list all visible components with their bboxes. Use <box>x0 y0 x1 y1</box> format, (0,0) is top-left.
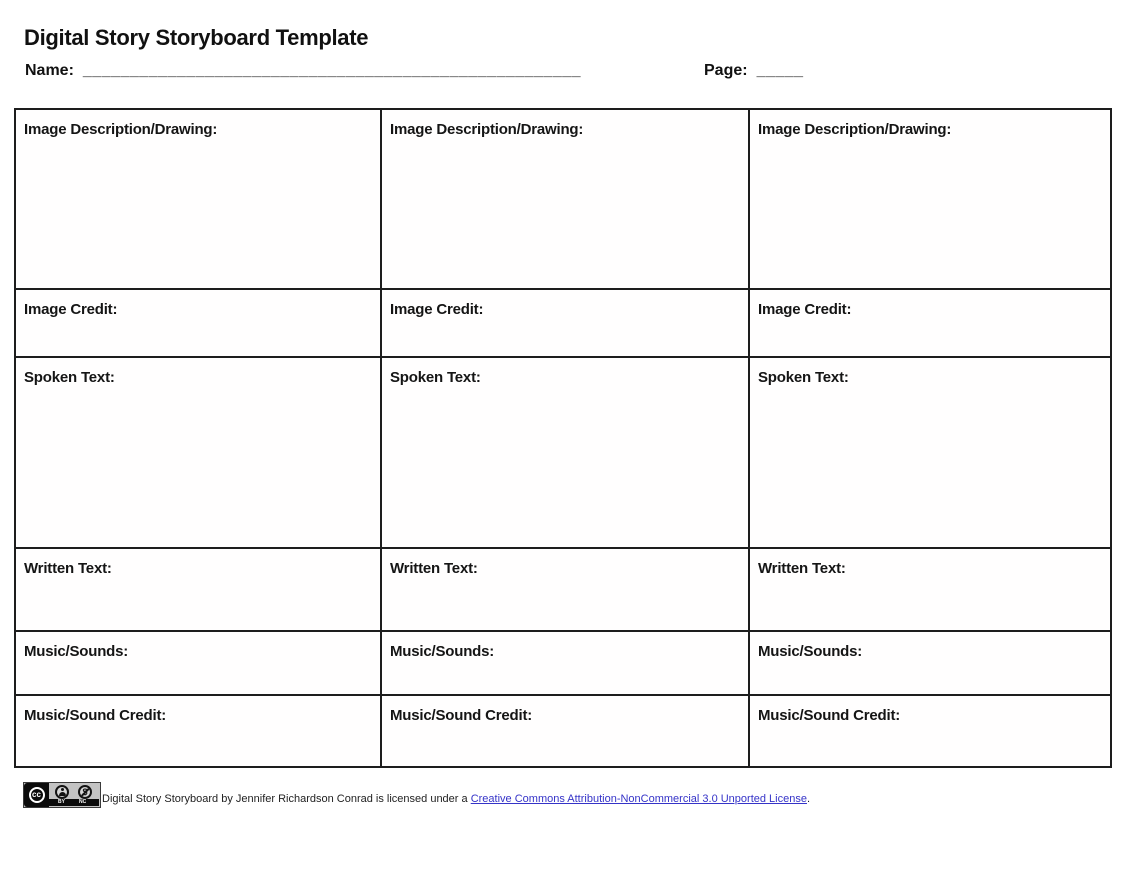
cell-label: Music/Sound Credit: <box>24 707 167 724</box>
row-written-text <box>15 548 1111 631</box>
nc-no-dollar-icon <box>78 785 92 799</box>
name-field <box>25 62 581 80</box>
cell-label: Music/Sound Credit: <box>390 707 533 724</box>
cell-spoken-text-col3 <box>749 357 1111 548</box>
attribution-suffix: . <box>806 793 811 805</box>
cell-label: Image Credit: <box>390 301 484 318</box>
cell-music-sound-credit-col1 <box>15 695 381 767</box>
cell-label: Music/Sound Credit: <box>758 707 901 724</box>
cell-label: Written Text: <box>758 560 846 577</box>
license-footer <box>23 782 810 808</box>
row-spoken-text <box>15 357 1111 548</box>
cell-label: Image Description/Drawing: <box>758 121 952 138</box>
cell-image-credit-col3 <box>749 289 1111 357</box>
cell-label: Written Text: <box>24 560 112 577</box>
row-image-credit <box>15 289 1111 357</box>
by-label: BY <box>58 799 65 805</box>
cc-by-nc-badge <box>23 782 101 808</box>
cell-music-sound-credit-col3 <box>749 695 1111 767</box>
cell-label: Image Credit: <box>758 301 852 318</box>
cell-music-sounds-col3 <box>749 631 1111 695</box>
cell-music-sounds-col1 <box>15 631 381 695</box>
nc-label: NC <box>78 799 87 805</box>
cell-written-text-col1 <box>15 548 381 631</box>
page-field <box>704 62 804 80</box>
page-title: Digital Story Storyboard Template <box>24 25 369 50</box>
cell-label: Spoken Text: <box>24 369 115 386</box>
cell-music-sound-credit-col2 <box>381 695 749 767</box>
attribution-prefix: Digital Story Storyboard by Jennifer Richardson Conrad is licensed under a <box>102 793 471 805</box>
cell-music-sounds-col2 <box>381 631 749 695</box>
cell-label: Music/Sounds: <box>758 643 863 660</box>
row-music-sounds <box>15 631 1111 695</box>
cc-icon: cc <box>24 783 49 807</box>
cell-written-text-col3 <box>749 548 1111 631</box>
cell-written-text-col2 <box>381 548 749 631</box>
cc-badge-bottom-bar <box>49 799 99 806</box>
cell-label: Image Description/Drawing: <box>390 121 584 138</box>
cell-image-description-col1 <box>15 109 381 289</box>
cell-label: Music/Sounds: <box>24 643 129 660</box>
cell-label: Image Description/Drawing: <box>24 121 218 138</box>
cell-label: Spoken Text: <box>758 369 849 386</box>
page-label: Page: <box>704 62 748 79</box>
cell-label: Image Credit: <box>24 301 118 318</box>
cell-image-credit-col1 <box>15 289 381 357</box>
row-music-sound-credit <box>15 695 1111 767</box>
cell-label: Spoken Text: <box>390 369 481 386</box>
cell-image-description-col3 <box>749 109 1111 289</box>
cell-spoken-text-col1 <box>15 357 381 548</box>
cell-image-credit-col2 <box>381 289 749 357</box>
cell-label: Music/Sounds: <box>390 643 495 660</box>
storyboard-table <box>14 108 1112 768</box>
name-blank-line: _____________________________________________________ <box>82 62 582 79</box>
license-link[interactable]: Creative Commons Attribution-NonCommercial 3.0 Unported License <box>470 793 807 805</box>
cell-label: Written Text: <box>390 560 478 577</box>
cell-image-description-col2 <box>381 109 749 289</box>
row-image-description <box>15 109 1111 289</box>
license-attribution-text <box>102 793 810 808</box>
cell-spoken-text-col2 <box>381 357 749 548</box>
page-blank-line: _____ <box>756 62 804 79</box>
name-label: Name: <box>25 62 74 79</box>
by-person-icon <box>55 785 69 799</box>
